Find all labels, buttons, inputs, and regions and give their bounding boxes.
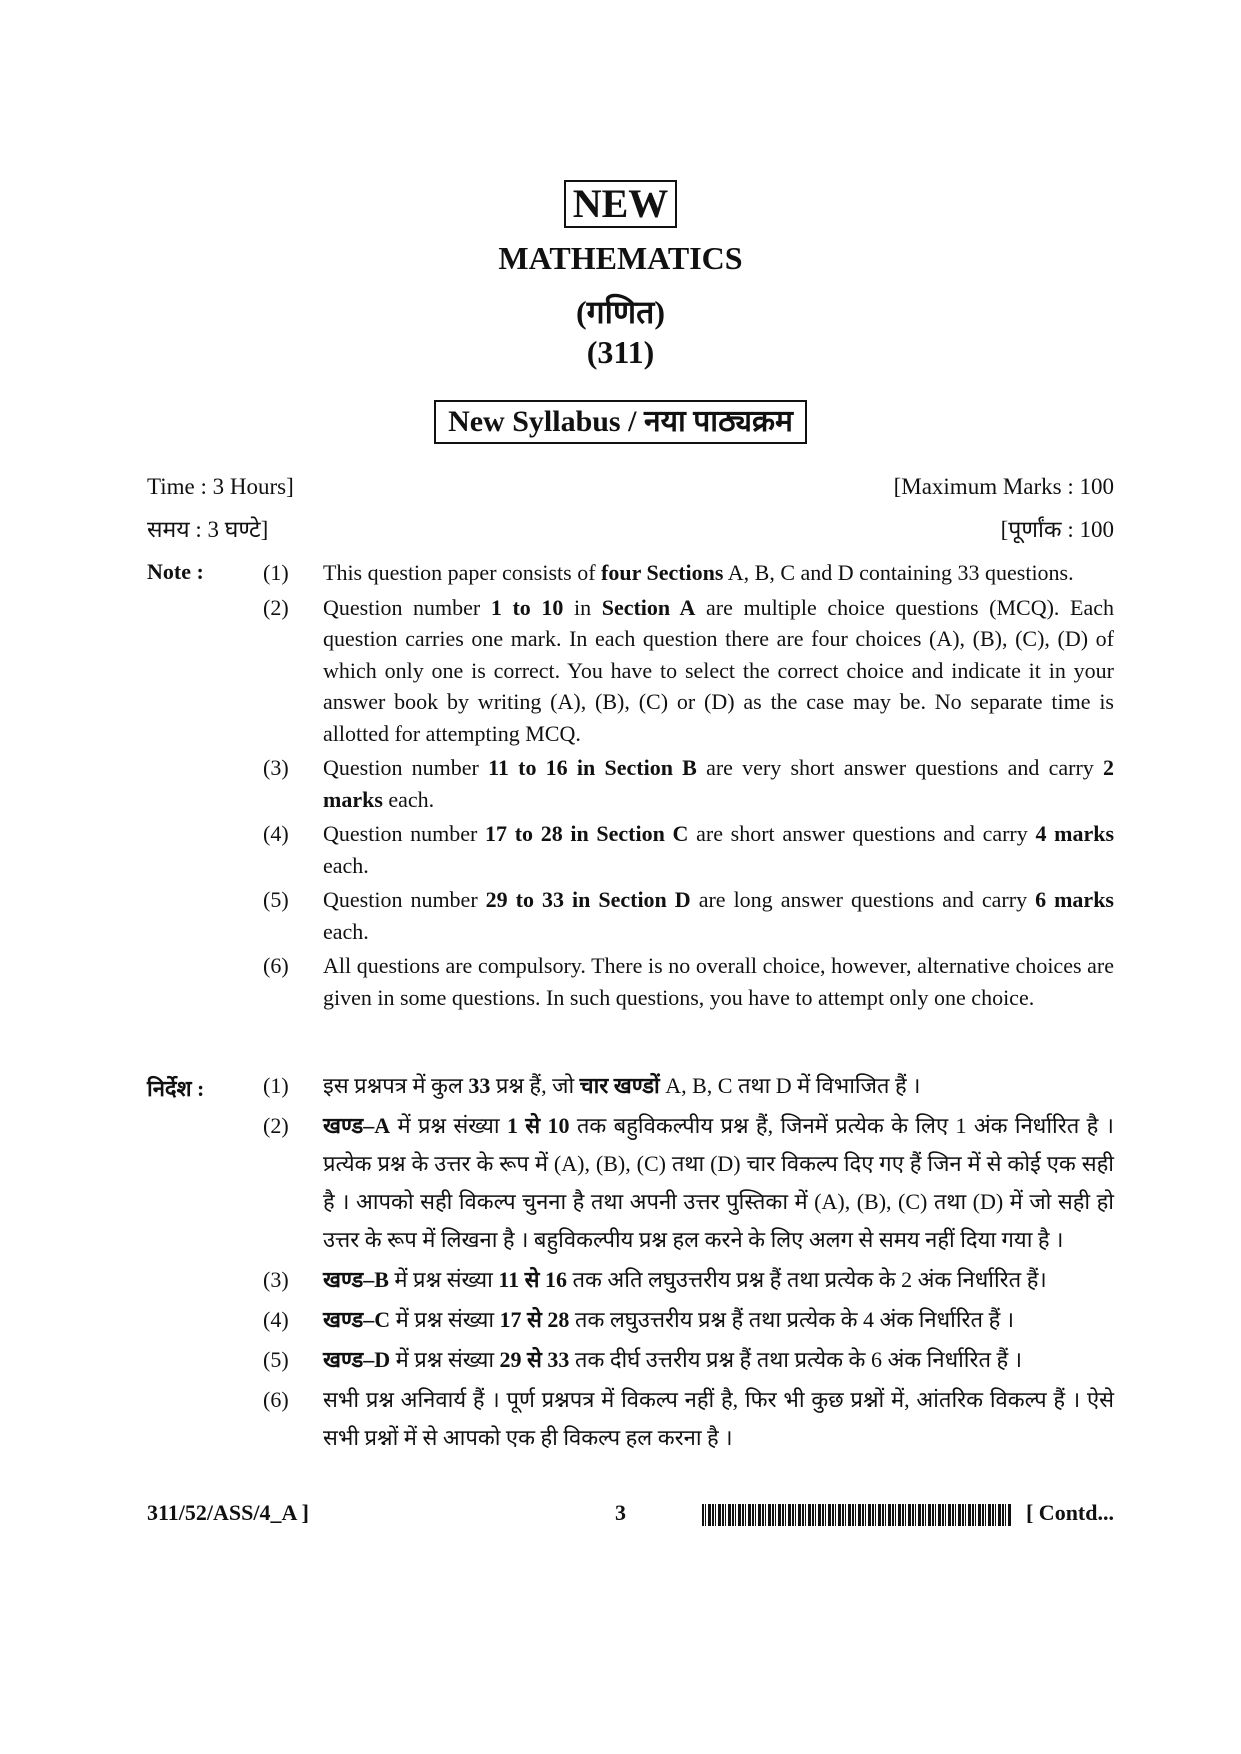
note-item-text: में प्रश्न संख्या <box>390 1347 500 1372</box>
note-item-text: 29 to 33 in Section D <box>485 887 691 912</box>
marks-hi: [पूर्णांक : 100 <box>1000 517 1114 542</box>
time-hi: समय : 3 घण्टे] <box>147 517 269 542</box>
note-item-text: 11 to 16 in Section B <box>488 755 697 780</box>
time-en: Time : 3 Hours] <box>147 474 294 499</box>
note-item-text: खण्ड–D <box>323 1347 391 1372</box>
continued-label: [ Contd... <box>1025 1500 1114 1525</box>
note-item-text: 6 marks <box>1035 887 1114 912</box>
subject-title-hindi: (गणित) <box>576 294 665 330</box>
note-item-text: 11 से 16 <box>498 1267 567 1292</box>
note-item-text: खण्ड–B <box>323 1267 389 1292</box>
marks-en: [Maximum Marks : 100 <box>893 474 1114 499</box>
note-item-text: All questions are compulsory. There is no overall choice, however, alternative choices are given in some questions. In such questions, you have to attempt only one choice. <box>323 953 1114 1010</box>
note-item-number: (1) <box>263 560 289 585</box>
note-item <box>147 950 1114 1013</box>
note-item-text: 33 <box>468 1073 491 1098</box>
note-item-text: खण्ड–A <box>323 1113 391 1138</box>
note-item-text: चार खण्डों <box>579 1073 660 1098</box>
note-item <box>147 592 1114 750</box>
note-item-text: This question paper consists of <box>323 560 602 585</box>
note-item <box>147 1381 1114 1457</box>
note-item-text: are long answer questions and carry <box>690 887 1036 912</box>
note-item-text: 4 marks <box>1035 821 1115 846</box>
new-badge-row <box>0 180 1241 228</box>
note-item-number: (4) <box>263 1307 289 1332</box>
note-item-text: Question number <box>323 887 486 912</box>
paper-code: 311/52/ASS/4_A ] <box>147 1500 309 1525</box>
note-item-text: in <box>563 594 602 620</box>
new-badge: NEW <box>564 180 678 228</box>
note-label-en: Note : <box>147 559 204 584</box>
note-item-text: इस प्रश्नपत्र में कुल <box>323 1073 469 1098</box>
barcode-icon <box>702 1504 1012 1526</box>
note-item-number: (6) <box>263 1387 289 1412</box>
note-item-text: 17 से 28 <box>499 1307 570 1332</box>
note-item-number: (3) <box>263 755 289 780</box>
note-list-en <box>147 557 1114 1016</box>
subject-code: (311) <box>586 334 655 370</box>
note-item-text: are short answer questions and carry <box>688 821 1036 846</box>
note-item <box>147 884 1114 947</box>
note-item-number: (5) <box>263 1347 289 1372</box>
page-number: 3 <box>615 1500 626 1525</box>
note-item-text: A, B, C तथा D में विभाजित हैं । <box>659 1073 921 1098</box>
note-item <box>147 1107 1114 1259</box>
note-item-text: खण्ड–C <box>323 1307 391 1332</box>
syllabus-badge: New Syllabus / नया पाठ्यक्रम <box>434 400 807 444</box>
note-item-text: में प्रश्न संख्या <box>388 1267 499 1292</box>
note-list-hi <box>147 1067 1114 1459</box>
note-item-number: (2) <box>263 1113 289 1138</box>
note-item-number: (4) <box>263 821 289 846</box>
note-item <box>147 752 1114 815</box>
time-marks-hi <box>147 512 1114 544</box>
note-item <box>147 1301 1114 1339</box>
note-item-text: तक लघुउत्तरीय प्रश्न हैं तथा प्रत्येक के 4 अंक निर्धारित हैं । <box>569 1307 1015 1332</box>
time-marks-en <box>147 474 1114 500</box>
note-item-text: 29 से 33 <box>499 1347 570 1372</box>
note-item-text: each. <box>323 918 369 944</box>
subject-title: MATHEMATICS <box>498 240 743 276</box>
note-item-text: are very short answer questions and carry <box>696 755 1103 780</box>
note-label-hi: निर्देश : <box>147 1076 205 1101</box>
note-item-number: (5) <box>263 887 289 912</box>
note-item-text: प्रश्न हैं, जो <box>490 1073 580 1098</box>
note-item-number: (6) <box>263 953 289 978</box>
note-item-text: each. <box>323 852 369 878</box>
note-item-text: 1 to 10 <box>490 594 564 620</box>
syllabus-row <box>0 400 1241 444</box>
note-item-number: (1) <box>263 1073 289 1098</box>
footer <box>147 1500 1114 1532</box>
note-item-text: में प्रश्न संख्या <box>390 1307 500 1332</box>
note-item-text: तक अति लघुउत्तरीय प्रश्न हैं तथा प्रत्येक के 2 अंक निर्धारित हैं। <box>567 1267 1047 1292</box>
note-item-text: तक दीर्घ उत्तरीय प्रश्न हैं तथा प्रत्येक के 6 अंक निर्धारित हैं । <box>569 1347 1023 1372</box>
note-item-number: (3) <box>263 1267 289 1292</box>
note-item-text: Section A <box>601 594 696 620</box>
note-item-text: 17 to 28 in Section C <box>485 821 689 846</box>
note-item-text: तक बहुविकल्पीय प्रश्न हैं, जिनमें प्रत्येक के लिए 1 अंक निर्धारित है । प्रत्येक प्रश्न के उत्तर के रूप में (A), (B), (C) तथा (D) चार विकल्प दिए गए हैं जिन में से कोई एक सही है । आपको सही विकल्प चुनना है तथा अपनी उत्तर पुस्तिका में (A), (B), (C) तथा (D) में जो सही हो उत्तर के रूप में लिखना है । बहुविकल्पीय प्रश्न हल करने के लिए अलग से समय नहीं दिया गया है । <box>323 1113 1114 1252</box>
note-item-text: four Sections <box>601 560 724 585</box>
note-item <box>147 1067 1114 1105</box>
note-item-text: में प्रश्न संख्या <box>390 1113 507 1138</box>
note-item-text: are multiple choice questions (MCQ). Each question carries one mark. In each question there are four choices (A), (B), (C), (D) of which only one is correct. You have to select the correct choice and indicate it in your answer book by writing (A), (B), (C) or (D) as the case may be. No separate time is allotted for attempting MCQ. <box>323 594 1114 746</box>
note-item-text: 1 से 10 <box>506 1113 570 1138</box>
note-item-text: सभी प्रश्न अनिवार्य हैं । पूर्ण प्रश्नपत्र में विकल्प नहीं है, फिर भी कुछ प्रश्नों में, आंतरिक विकल्प हैं । ऐसे सभी प्रश्नों में से आपको एक ही विकल्प हल करना है । <box>323 1387 1114 1450</box>
note-item-text: Question number <box>323 594 491 620</box>
note-item-text: Question number <box>323 755 489 780</box>
note-item <box>147 557 1114 589</box>
note-item <box>147 1341 1114 1379</box>
note-item-text: each. <box>382 786 435 812</box>
note-item <box>147 818 1114 881</box>
note-item <box>147 1261 1114 1299</box>
note-item-text: 2 marks <box>323 755 1114 812</box>
note-item-text: Question number <box>323 821 486 846</box>
note-item-number: (2) <box>263 594 289 620</box>
note-item-text: A, B, C and D containing 33 questions. <box>723 560 1074 585</box>
